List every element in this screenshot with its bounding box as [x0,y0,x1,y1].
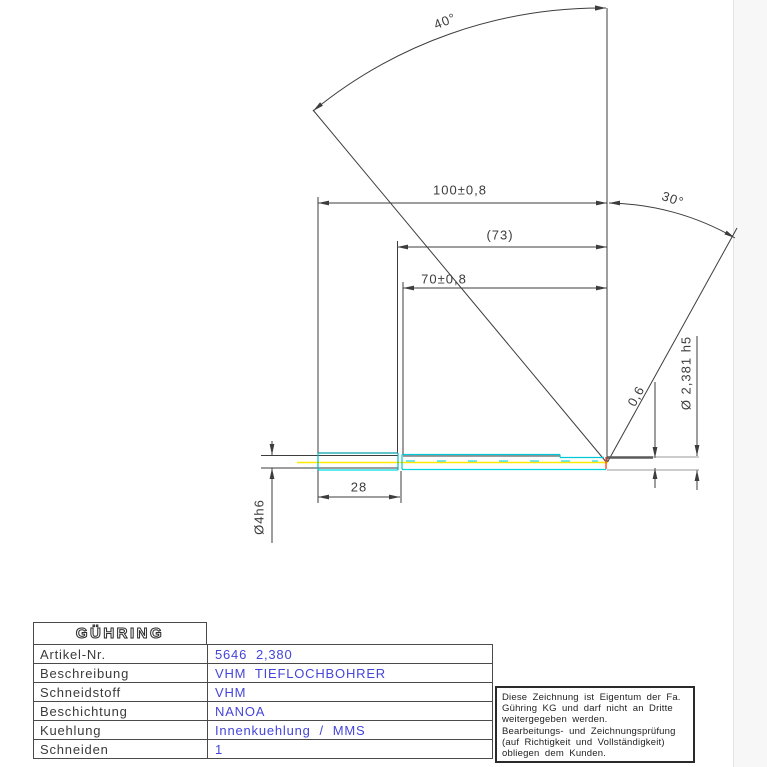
row-value-schneiden: 1 [215,742,224,757]
angle-40-arc [313,8,606,111]
dimension-arrowheads [270,5,735,499]
table-row [33,663,493,683]
row-value-beschreibung: VHM TIEFLOCHBOHRER [215,666,386,681]
table-row [33,720,493,740]
row-value-schneidstoff: VHM [215,685,247,700]
dim-label-70: 70±0,8 [421,271,467,287]
dim-label-angle-40: 40° [431,9,459,33]
angle-30-arc [609,203,735,238]
notice-line: weitergegeben werden. [502,714,608,726]
dim-label-shank-dia: Ø4h6 [251,499,267,535]
notice-line: (auf Richtigkeit und Vollständigkeit) [502,736,665,748]
flank-line-left [313,110,607,463]
row-value-beschichtung: NANOA [215,704,266,719]
row-label-beschreibung: Beschreibung [34,664,208,682]
dim-label-tip-dia: Ø 2,381 h5 [678,335,694,411]
notice-line: Bearbeitungs- und Zeichnungsprüfung [502,725,676,737]
row-label-schneiden: Schneiden [34,740,208,758]
row-value-artikel-nr: 5646 2,380 [215,647,293,662]
flank-line-right [607,228,737,463]
row-value-kuehlung: Innenkuehlung / MMS [215,723,366,738]
table-row [33,739,493,759]
dim-label-100: 100±0,8 [433,182,487,198]
ownership-notice-box [495,686,695,763]
row-label-beschichtung: Beschichtung [34,702,208,720]
title-block [33,622,493,759]
dim-label-web: 0,6 [624,383,648,409]
dim-label-73: (73) [486,227,514,243]
table-row [33,644,493,664]
table-row [33,701,493,721]
logo-cell [33,622,207,645]
dim-label-angle-30: 30° [659,188,687,210]
table-row [33,682,493,702]
notice-line: Diese Zeichnung ist Eigentum der Fa. [502,692,681,703]
row-label-artikel-nr: Artikel-Nr. [34,645,208,663]
notice-line: obliegen dem Kunden. [502,748,607,760]
notice-line: Gühring KG und darf nicht an Dritte [502,703,673,715]
row-label-kuehlung: Kuehlung [34,721,208,739]
row-label-schneidstoff: Schneidstoff [34,683,208,701]
guehring-logo: GÜHRING [75,625,165,642]
dim-label-28: 28 [350,479,368,495]
